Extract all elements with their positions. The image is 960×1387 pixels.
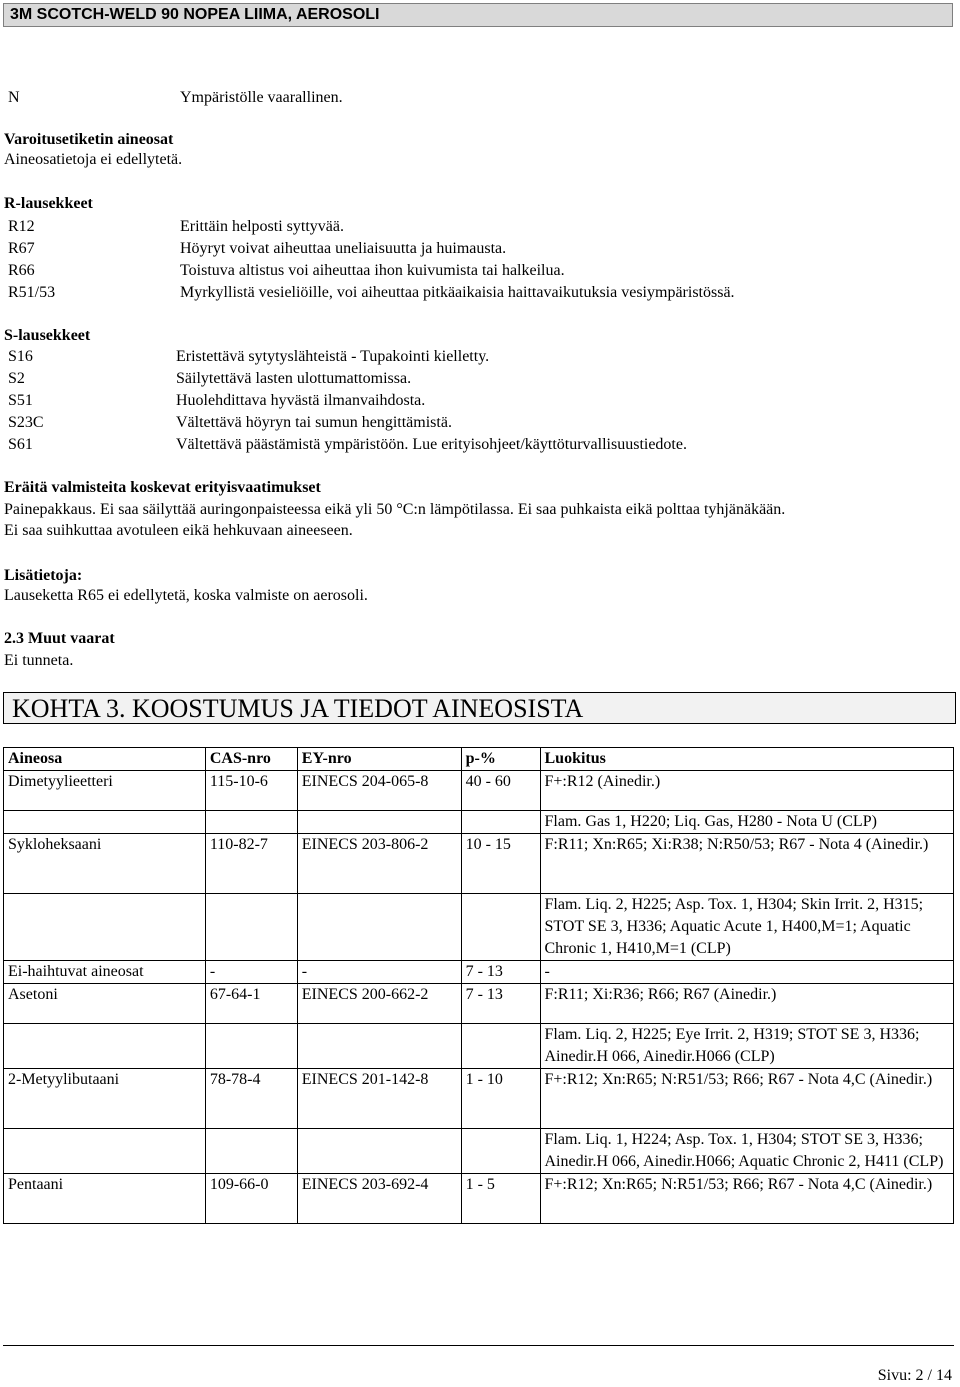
s-phrase-code: S2 [8,370,25,387]
r-phrase-text: Toistuva altistus voi aiheuttaa ihon kuivumista tai halkeilua. [180,262,565,279]
other-hazards-heading: 2.3 Muut vaarat [4,630,115,647]
s-phrase-text: Vältettävä päästämistä ympäristöön. Lue erityisohjeet/käyttöturvallisuustiedote. [176,436,687,453]
s-phrase-code: S23C [8,414,44,431]
cell-ec: EINECS 204-065-8 [297,771,461,811]
cell-cas: 67-64-1 [205,984,297,1024]
table-row [4,1069,954,1129]
cell-pct [461,894,540,961]
column-header: p-% [461,748,540,771]
cell-ec: EINECS 203-692-4 [297,1174,461,1224]
cell-ec: EINECS 200-662-2 [297,984,461,1024]
cell-class: Flam. Liq. 1, H224; Asp. Tox. 1, H304; STOT SE 3, H336; Ainedir.H 066, Ainedir.H066; Aquatic Chronic 2, H411 (CLP) [540,1129,954,1174]
cell-class: F+:R12; Xn:R65; N:R51/53; R66; R67 - Nota 4,C (Ainedir.) [540,1174,954,1224]
column-header: Luokitus [540,748,954,771]
table-row [4,834,954,894]
r-phrase-code: R12 [8,218,35,235]
cell-pct: 7 - 13 [461,961,540,984]
special-heading: Eräitä valmisteita koskevat erityisvaatimukset [4,479,321,496]
s-phrase-text: Huolehdittava hyvästä ilmanvaihdosta. [176,392,426,409]
cell-ec [297,1129,461,1174]
cell-ec: EINECS 203-806-2 [297,834,461,894]
r-phrase-text: Erittäin helposti syttyvää. [180,218,344,235]
cell-class: Flam. Gas 1, H220; Liq. Gas, H280 - Nota U (CLP) [540,811,954,834]
cell-pct [461,1024,540,1069]
cell-name: Ei-haihtuvat aineosat [4,961,206,984]
cell-cas [205,811,297,834]
section-title: KOHTA 3. KOOSTUMUS JA TIEDOT AINEOSISTA [3,692,956,724]
cell-name [4,811,206,834]
r-phrase-code: R51/53 [8,284,56,301]
cell-class: Flam. Liq. 2, H225; Asp. Tox. 1, H304; Skin Irrit. 2, H315; STOT SE 3, H336; Aquatic Acute 1, H400,M=1; Aquatic Chronic 1, H410,M=1 (CLP) [540,894,954,961]
s-phrase-code: S61 [8,436,33,453]
table-row [4,1024,954,1069]
r-phrase-text: Höyryt voivat aiheuttaa uneliaisuutta ja huimausta. [180,240,507,257]
document-header: 3M SCOTCH-WELD 90 NOPEA LIIMA, AEROSOLI [3,3,953,27]
cell-pct: 7 - 13 [461,984,540,1024]
special-line: Painepakkaus. Ei saa säilyttää auringonpaisteessa eikä yli 50 °C:n lämpötilassa. Ei saa puhkaista eikä polttaa tyhjänäkään. [4,501,786,518]
s-phrases-heading: S-lausekkeet [4,327,91,344]
cell-ec: - [297,961,461,984]
s-phrase-text: Säilytettävä lasten ulottumattomissa. [176,370,412,387]
cell-ec [297,1024,461,1069]
s-phrase-text: Vältettävä höyryn tai sumun hengittämistä. [176,414,452,431]
cell-class: F+:R12; Xn:R65; N:R51/53; R66; R67 - Nota 4,C (Ainedir.) [540,1069,954,1129]
column-header: EY-nro [297,748,461,771]
footer-divider [3,1345,954,1346]
cell-pct: 40 - 60 [461,771,540,811]
page-number: Sivu: 2 / 14 [877,1367,952,1384]
cell-name: Pentaani [4,1174,206,1224]
table-row [4,961,954,984]
s-phrase-text: Eristettävä sytytyslähteistä - Tupakointi kielletty. [176,348,490,365]
table-row [4,1129,954,1174]
cell-name: Asetoni [4,984,206,1024]
cell-pct: 1 - 5 [461,1174,540,1224]
cell-class: Flam. Liq. 2, H225; Eye Irrit. 2, H319; STOT SE 3, H336; Ainedir.H 066, Ainedir.H066 (CLP) [540,1024,954,1069]
r-phrase-code: R67 [8,240,35,257]
cell-pct [461,811,540,834]
r-phrases-heading: R-lausekkeet [4,195,93,212]
cell-name: Dimetyylieetteri [4,771,206,811]
composition-table [3,747,954,1224]
cell-cas [205,1024,297,1069]
table-row [4,771,954,811]
cell-class: F:R11; Xi:R36; R66; R67 (Ainedir.) [540,984,954,1024]
cell-cas: - [205,961,297,984]
r-phrase-text: Myrkyllistä vesieliöille, voi aiheuttaa pitkäaikaisia haittavaikutuksia vesiympäristössä. [180,284,735,301]
s-phrase-code: S51 [8,392,33,409]
table-header-row [4,748,954,771]
cell-cas [205,894,297,961]
r-phrase-code: R66 [8,262,35,279]
cell-cas [205,1129,297,1174]
cell-cas: 109-66-0 [205,1174,297,1224]
cell-name [4,894,206,961]
cell-class: F+:R12 (Ainedir.) [540,771,954,811]
cell-name: 2-Metyylibutaani [4,1069,206,1129]
cell-ec [297,811,461,834]
cell-name [4,1024,206,1069]
cell-name: Sykloheksaani [4,834,206,894]
symbol-code: N [8,89,20,106]
table-row [4,894,954,961]
table-row [4,811,954,834]
symbol-text: Ympäristölle vaarallinen. [180,89,343,106]
table-row [4,984,954,1024]
column-header: Aineosa [4,748,206,771]
s-phrase-code: S16 [8,348,33,365]
label-ingredients-text: Aineosatietoja ei edellytetä. [4,151,183,168]
cell-pct: 1 - 10 [461,1069,540,1129]
cell-cas: 115-10-6 [205,771,297,811]
cell-class: F:R11; Xn:R65; Xi:R38; N:R50/53; R67 - Nota 4 (Ainedir.) [540,834,954,894]
other-hazards-text: Ei tunneta. [4,652,74,669]
cell-ec [297,894,461,961]
cell-class: - [540,961,954,984]
label-ingredients-heading: Varoitusetiketin aineosat [4,131,174,148]
cell-ec: EINECS 201-142-8 [297,1069,461,1129]
table-row [4,1174,954,1224]
cell-pct: 10 - 15 [461,834,540,894]
additional-heading: Lisätietoja: [4,567,83,584]
cell-cas: 78-78-4 [205,1069,297,1129]
cell-cas: 110-82-7 [205,834,297,894]
column-header: CAS-nro [205,748,297,771]
cell-pct [461,1129,540,1174]
additional-text: Lauseketta R65 ei edellytetä, koska valmiste on aerosoli. [4,587,368,604]
cell-name [4,1129,206,1174]
special-line: Ei saa suihkuttaa avotuleen eikä hehkuvaan aineeseen. [4,522,353,539]
